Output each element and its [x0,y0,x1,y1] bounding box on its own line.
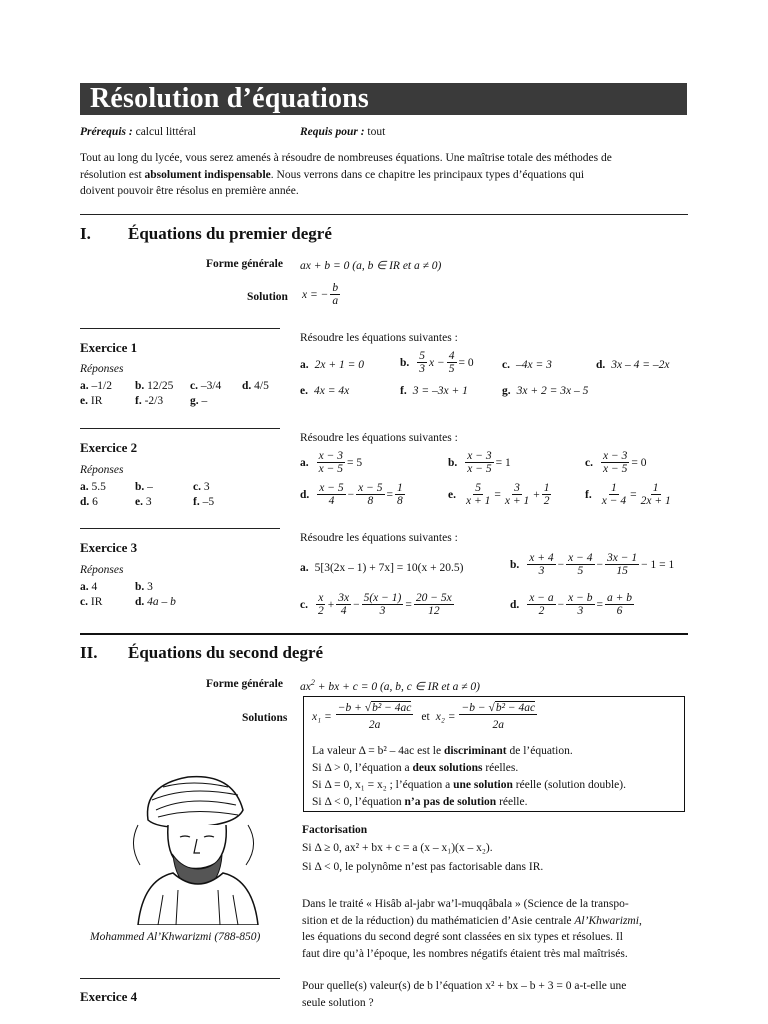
solution-label: Solution [247,291,288,303]
divider [80,328,280,329]
page-title: Résolution d’équations [90,83,370,114]
ex3-reponses-label: Réponses [80,564,124,576]
divider [80,528,280,529]
section-2-title: Équations du second degré [128,643,324,662]
ex1-instruction: Résoudre les équations suivantes : [300,332,458,344]
ex1-eq-f: f. 3 = –3x + 1 [400,385,468,397]
ex2-eq-a: a. $\frac{x - 3}{x - 5}$ = 5 [300,450,363,475]
divider [80,633,688,635]
forme-generale-label-2: Forme générale [206,678,283,690]
ex1-eq-b: b. $\frac{5}{3}$ x − $\frac{4}{5}$ = 0 [400,350,474,375]
required-value: tout [367,126,386,138]
ex3-eq-b: b. $\frac{x + 4}{3}$ − $\frac{x - 4}{5}$ − $\frac{3x - 1}{15}$ − 1 = 1 [510,552,675,577]
forme-generale-2: $ax^2$ + bx + c = 0 (a, b, c ∈ IR et a ≠ 0) [300,678,480,693]
divider [80,214,688,215]
ex1-eq-g: g. 3x + 2 = 3x – 5 [502,385,589,397]
ex1-eq-a: a. 2x + 1 = 0 [300,359,364,371]
divider [80,428,280,429]
prereq-label: Prérequis : [80,126,133,138]
ex2-eq-d: d. $\frac{x - 5}{4}$ − $\frac{x - 5}{8}$ = $\frac{1}{8}$ [300,482,403,507]
prereq [80,126,196,138]
portrait-caption: Mohammed Al’Khwarizmi (788-850) [90,931,261,943]
divider [80,978,280,979]
intro-line-1: Tout au long du lycée, vous serez amenés à résoudre de nombreuses équations. Une maîtrise totale des méthodes de [80,152,612,164]
exercise-2-title: Exercice 2 [80,440,138,455]
ex2-eq-e: e. $\frac{5}{x + 1}$ = $\frac{3}{x + 1}$ + $\frac{1}{2}$ [448,482,550,507]
exercise-4-title: Exercice 4 [80,989,138,1004]
ex3-instruction: Résoudre les équations suivantes : [300,532,458,544]
ex2-instruction: Résoudre les équations suivantes : [300,432,458,444]
solution-formula: x = − $\frac{b}{a}$ [302,282,339,307]
ex1-eq-d: d. 3x – 4 = –2x [596,359,670,371]
ex3-eq-c: c. $\frac{x}{2}$ + $\frac{3x}{4}$ − $\frac{5(x - 1)}{3}$ = $\frac{20 - 5x}{12}$ [300,592,452,617]
ex2-eq-f: f. $\frac{1}{x - 4}$ = $\frac{1}{2x + 1}$ [585,482,671,507]
quadratic-formula: x₁ = $\frac{\text{−b + √b² − 4ac}}{2a}$ et x₂ = $\frac{\text{−b − √b² − 4ac}}{2a}$ [312,702,536,731]
ex2-answers: a. 5.5 b. – c. 3 d. 6 e. 3 f. –5 [80,481,215,508]
prereq-value: calcul littéral [135,126,196,138]
discriminant-text: La valeur Δ = b² – 4ac est le discriminant de l’équation. Si Δ > 0, l’équation a deux solutions réelles. Si Δ = 0, x₁ = x₂ ; l’équation a une solution réelle (solution double). Si Δ < 0, l’équation n’a pas de solution réelle. [312,745,626,808]
factorisation-line-2: Si Δ < 0, le polynôme n’est pas factorisable dans IR. [302,861,544,873]
intro-paragraph [80,150,688,200]
ex1-eq-c: c. –4x = 3 [502,359,552,371]
section-1-title: Équations du premier degré [128,224,332,243]
intro-line-2: résolution est absolument indispensable. Nous verrons dans ce chapitre les principaux types d’équations qui [80,168,585,181]
exercise-3-title: Exercice 3 [80,540,138,555]
forme-generale-label: Forme générale [206,258,283,270]
ex1-reponses-label: Réponses [80,363,124,375]
solutions-label: Solutions [242,712,288,724]
section-1-number: I. [80,224,91,243]
section-2-number: II. [80,643,98,662]
ex3-answers: a. 4 b. 3 c. IR d. 4a – b [80,581,176,608]
ex4-question: Pour quelle(s) valeur(s) de b l’équation x² + bx – b + 3 = 0 a-t-elle une seule solution ? [302,980,627,1009]
required-label: Requis pour : [300,126,365,138]
factorisation-line-1: Si Δ ≥ 0, ax² + bx + c = a (x – x₁)(x – x₂). [302,842,493,854]
history-paragraph: Dans le traité « Hisâb al-jabr wa’l-muqqâbala » (Science de la transpo- sition et de la réduction) du mathématicien d’Asie centrale Al’Khwarizmi, les équations du second degré sont classées en six types et résolues. Il faut dire qu’à l’époque, les nombres négatifs étaient très mal maîtrisés. [302,898,642,960]
forme-generale-1: ax + b = 0 (a, b ∈ IR et a ≠ 0) [300,260,442,272]
ex2-reponses-label: Réponses [80,464,124,476]
portrait-image [118,765,268,925]
ex1-answers: a. –1/2 b. 12/25 c. –3/4 d. 4/5 e. IR f. -2/3 g. – [80,380,269,407]
factorisation-title: Factorisation [302,824,368,836]
ex1-eq-e: e. 4x = 4x [300,385,350,397]
exercise-1-title: Exercice 1 [80,340,138,355]
ex2-eq-b: b. $\frac{x - 3}{x - 5}$ = 1 [448,450,511,475]
ex3-eq-a: a. 5[3(2x – 1) + 7x] = 10(x + 20.5) [300,562,464,574]
required-for [300,126,385,138]
intro-line-3: doivent pouvoir être résolus en première année. [80,185,299,197]
ex3-eq-d: d. $\frac{x - a}{2}$ − $\frac{x - b}{3}$ = $\frac{a + b}{6}$ [510,592,633,617]
solutions-box [303,696,685,812]
ex2-eq-c: c. $\frac{x - 3}{x - 5}$ = 0 [585,450,647,475]
